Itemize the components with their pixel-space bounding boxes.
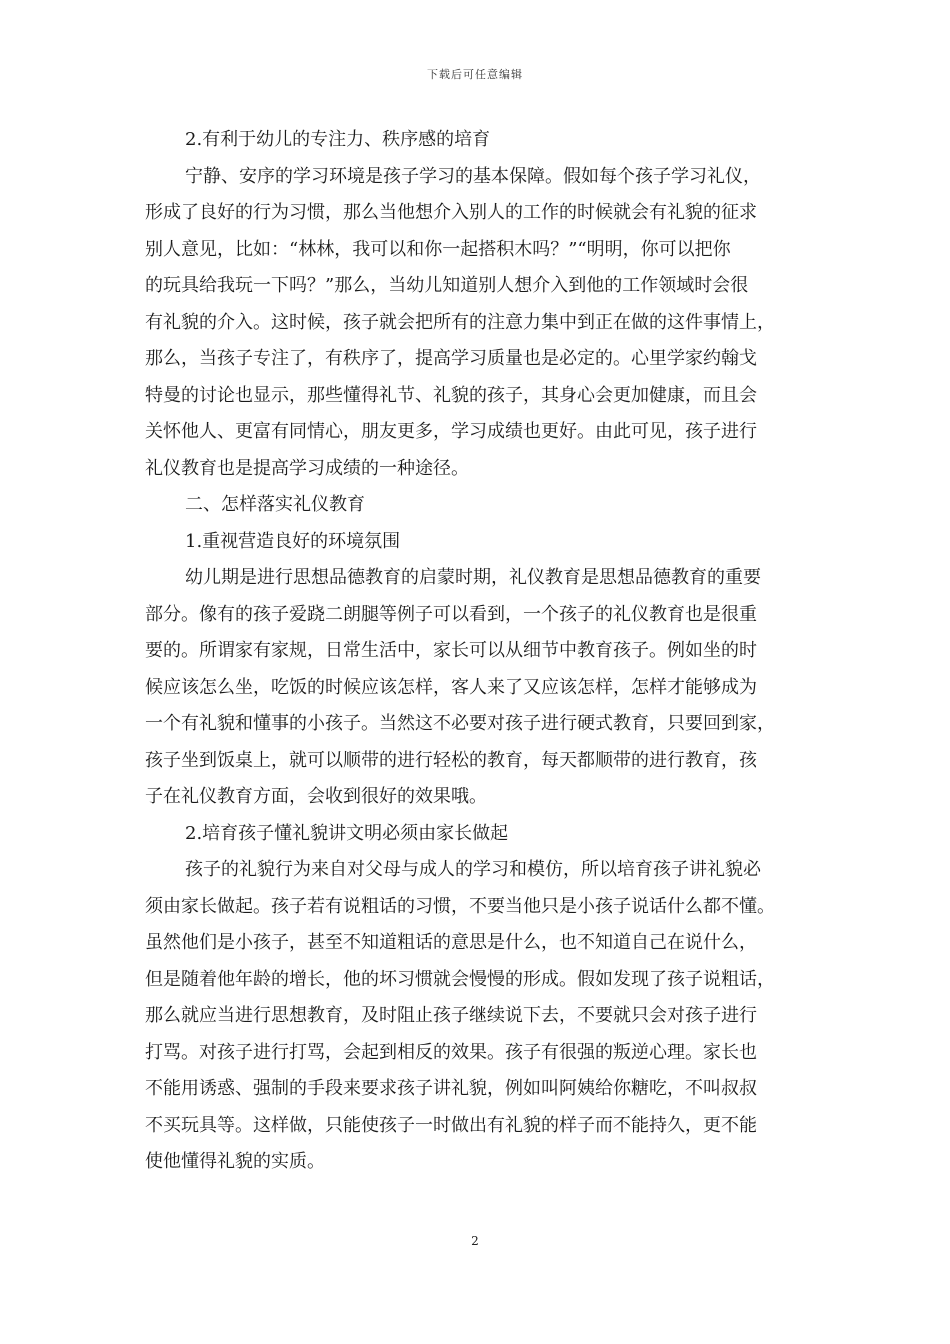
paragraph-line: 候应该怎么坐，吃饭的时候应该怎样，客人来了又应该怎样，怎样才能够成为 (145, 676, 757, 698)
paragraph-line: 子在礼仪教育方面，会收到很好的效果哦。 (145, 786, 487, 807)
subheading-parents: 2.培育孩子懂礼貌讲文明必须由家长做起 (185, 822, 509, 844)
subheading-environment: 1.重视营造良好的环境氛围 (185, 530, 401, 552)
subheading-focus-order: 2.有利于幼儿的专注力、秩序感的培育 (185, 129, 491, 150)
paragraph-line: 不买玩具等。这样做，只能使孩子一时做出有礼貌的样子而不能持久，更不能 (145, 1114, 757, 1136)
paragraph-line: 一个有礼貌和懂事的小孩子。当然这不必要对孩子进行硬式教育，只要回到家， (145, 713, 775, 734)
section-heading: 二、怎样落实礼仪教育 (185, 494, 365, 515)
paragraph-line: 宁静、安序的学习环境是孩子学习的基本保障。假如每个孩子学习礼仪， (185, 165, 761, 187)
paragraph-line: 但是随着他年龄的增长，他的坏习惯就会慢慢的形成。假如发现了孩子说粗话， (145, 968, 775, 990)
paragraph-line: 不能用诱惑、强制的手段来要求孩子讲礼貌，例如叫阿姨给你糖吃，不叫叔叔 (145, 1078, 757, 1099)
paragraph-line: 特曼的讨论也显示，那些懂得礼节、礼貌的孩子，其身心会更加健康，而且会 (145, 384, 757, 406)
paragraph-line: 要的。所谓家有家规，日常生活中，家长可以从细节中教育孩子。例如坐的时 (145, 640, 757, 661)
body-text (145, 122, 825, 1181)
paragraph-line: 形成了良好的行为习惯，那么当他想介入别人的工作的时候就会有礼貌的征求 (145, 202, 757, 223)
header-note: 下载后可任意编辑 (427, 68, 523, 81)
paragraph-line: 礼仪教育也是提高学习成绩的一种途径。 (145, 457, 469, 479)
paragraph-line: 那么，当孩子专注了，有秩序了，提高学习质量也是必定的。心里学家约翰戈 (145, 348, 757, 369)
paragraph-line: 关怀他人、更富有同情心，朋友更多，学习成绩也更好。由此可见，孩子进行 (145, 421, 757, 442)
paragraph-line: 别人意见，比如：“林林，我可以和你一起搭积木吗？”“明明，你可以把你 (145, 238, 731, 260)
paragraph-line: 部分。像有的孩子爱跷二朗腿等例子可以看到，一个孩子的礼仪教育也是很重 (145, 603, 757, 625)
paragraph-line: 孩子坐到饭桌上，就可以顺带的进行轻松的教育，每天都顺带的进行教育，孩 (145, 749, 757, 771)
paragraph-line: 那么就应当进行思想教育，及时阻止孩子继续说下去，不要就只会对孩子进行 (145, 1005, 757, 1026)
paragraph-line: 使他懂得礼貌的实质。 (145, 1151, 325, 1172)
paragraph-line: 幼儿期是进行思想品德教育的启蒙时期，礼仪教育是思想品德教育的重要 (185, 567, 761, 588)
paragraph-line: 打骂。对孩子进行打骂，会起到相反的效果。孩子有很强的叛逆心理。家长也 (145, 1041, 757, 1063)
paragraph-line: 有礼貌的介入。这时候，孩子就会把所有的注意力集中到正在做的这件事情上， (145, 311, 775, 333)
paragraph-line: 的玩具给我玩一下吗？”那么，当幼儿知道别人想介入到他的工作领域时会很 (145, 275, 749, 296)
page-number: 2 (471, 1234, 479, 1248)
paragraph-line: 须由家长做起。孩子若有说粗话的习惯，不要当他只是小孩子说话什么都不懂。 (145, 895, 775, 917)
paragraph-line: 虽然他们是小孩子，甚至不知道粗话的意思是什么，也不知道自己在说什么， (145, 932, 757, 953)
paragraph-line: 孩子的礼貌行为来自对父母与成人的学习和模仿，所以培育孩子讲礼貌必 (185, 859, 761, 880)
